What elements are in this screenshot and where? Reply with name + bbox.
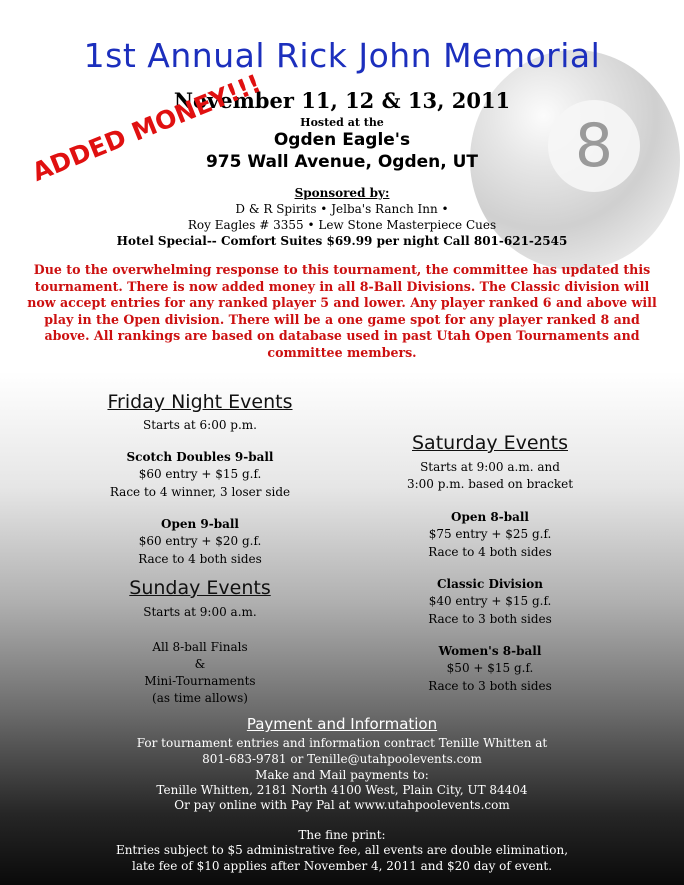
classic-division-title: Classic Division bbox=[437, 577, 543, 591]
saturday-start-1: Starts at 9:00 a.m. and bbox=[420, 460, 560, 474]
flyer-title: 1st Annual Rick John Memorial bbox=[83, 36, 601, 75]
open-8-ball-title: Open 8-ball bbox=[451, 510, 529, 524]
event-dates: November 11, 12 & 13, 2011 bbox=[173, 88, 511, 113]
fine-print-line: late fee of $10 applies after November 4, 2011 and $20 day of event. bbox=[131, 859, 553, 873]
open-8-ball-race: Race to 4 both sides bbox=[428, 545, 552, 559]
sunday-line: & bbox=[194, 657, 206, 671]
open-9-ball-race: Race to 4 both sides bbox=[138, 552, 262, 566]
saturday-heading: Saturday Events bbox=[412, 432, 568, 454]
friday-heading: Friday Night Events bbox=[107, 391, 293, 413]
announcement-text: Due to the overwhelming response to this tournament, the committee has updated this tournament. There is now added money in all 8-Ball Divisions. The Classic division will now accept entries for any ranked player 5 and lower. Any player ranked 6 and above will play in the Open division. There will be a one game spot for any player ranked 8 and above. All rankings are based on database used in past Utah Open Tournaments and committee members. bbox=[27, 262, 657, 360]
venue-name: Ogden Eagle's bbox=[273, 130, 411, 150]
scotch-doubles-race: Race to 4 winner, 3 loser side bbox=[109, 485, 291, 499]
payment-line: For tournament entries and information contract Tenille Whitten at bbox=[136, 736, 548, 750]
payment-contact: 801-683-9781 or Tenille@utahpoolevents.com bbox=[202, 752, 482, 766]
payment-heading: Payment and Information bbox=[246, 715, 438, 733]
sunday-line: All 8-ball Finals bbox=[152, 640, 248, 654]
sponsors-line-2: Roy Eagles # 3355 • Lew Stone Masterpiece Cues bbox=[187, 218, 497, 232]
open-9-ball-title: Open 9-ball bbox=[161, 517, 239, 531]
venue-address: 975 Wall Avenue, Ogden, UT bbox=[205, 152, 479, 172]
eight-ball-number: 8 bbox=[574, 111, 614, 181]
payment-paypal: Or pay online with Pay Pal at www.utahpoolevents.com bbox=[174, 798, 510, 812]
payment-line: Make and Mail payments to: bbox=[255, 768, 429, 782]
hotel-special: Hotel Special-- Comfort Suites $69.99 per night Call 801-621-2545 bbox=[116, 234, 568, 248]
womens-8-ball-race: Race to 3 both sides bbox=[428, 679, 552, 693]
sunday-line: Mini-Tournaments bbox=[144, 674, 256, 688]
womens-8-ball-fee: $50 + $15 g.f. bbox=[446, 661, 534, 675]
open-8-ball-fee: $75 entry + $25 g.f. bbox=[428, 527, 552, 541]
payment-address: Tenille Whitten, 2181 North 4100 West, Plain City, UT 84404 bbox=[156, 783, 528, 797]
saturday-start-2: 3:00 p.m. based on bracket bbox=[406, 477, 574, 491]
sunday-heading: Sunday Events bbox=[129, 577, 271, 599]
classic-division-fee: $40 entry + $15 g.f. bbox=[428, 594, 552, 608]
classic-division-race: Race to 3 both sides bbox=[428, 612, 552, 626]
fine-print-line: Entries subject to $5 administrative fee, all events are double elimination, bbox=[115, 843, 569, 857]
sunday-start: Starts at 9:00 a.m. bbox=[143, 605, 257, 619]
scotch-doubles-title: Scotch Doubles 9-ball bbox=[126, 450, 274, 464]
scotch-doubles-fee: $60 entry + $15 g.f. bbox=[138, 467, 262, 481]
womens-8-ball-title: Women's 8-ball bbox=[438, 644, 542, 658]
fine-print-heading: The fine print: bbox=[298, 828, 386, 842]
hosted-label: Hosted at the bbox=[300, 116, 384, 129]
added-money-banner: ADDED MONEY!!! bbox=[28, 68, 265, 187]
open-9-ball-fee: $60 entry + $20 g.f. bbox=[138, 534, 262, 548]
sponsors-line-1: D & R Spirits • Jelba's Ranch Inn • bbox=[235, 202, 449, 216]
sponsors-heading: Sponsored by: bbox=[294, 186, 390, 200]
sunday-line: (as time allows) bbox=[152, 691, 248, 705]
friday-start: Starts at 6:00 p.m. bbox=[143, 418, 257, 432]
